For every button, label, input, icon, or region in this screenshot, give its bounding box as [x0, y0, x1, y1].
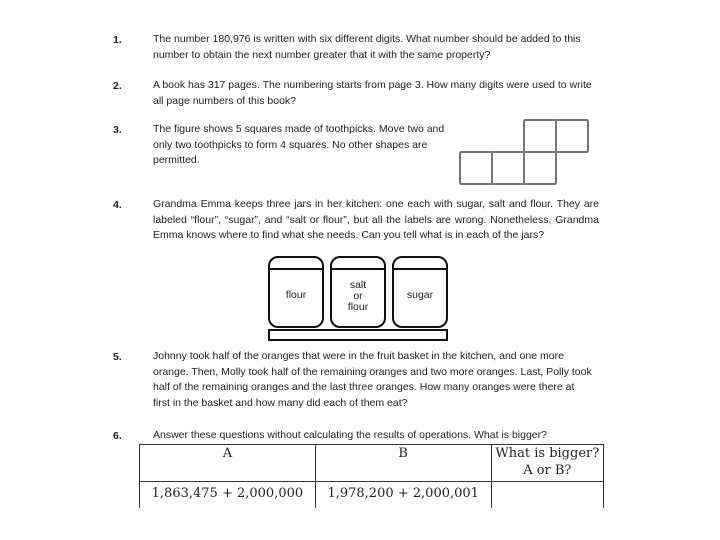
header-bigger: What is bigger? A or B?	[491, 445, 603, 482]
jar-label-line: salt	[349, 279, 367, 291]
table-header-row	[140, 445, 604, 482]
jar-label-line: flour	[347, 301, 369, 313]
jar-label	[332, 280, 384, 313]
question-text: Johnny took half of the oranges that were in the fruit basket in the kitchen, and one more orange. Then, Molly took half of the remaining oranges and two more oranges. Last, Polly took half of the remaining oranges and the last three oranges. How many oranges were there at first in the basket and how many did each of them eat?	[153, 350, 592, 409]
jar-label: sugar	[406, 289, 434, 301]
square	[523, 119, 557, 153]
jar-flour	[268, 256, 324, 328]
question-number: 1.	[113, 34, 122, 46]
jar-sugar	[392, 256, 448, 328]
question-text: Answer these questions without calculating the results of operations. What is bigger?	[153, 429, 547, 441]
question-text: Grandma Emma keeps three jars in her kitchen: one each with sugar, salt and flour. They are labeled “flour”, “sugar”, and “salt or flour”, but all the labels are wrong. Nonetheless, Grandma Emma knows where to find what she needs. Can you tell what is in each of the jars?	[153, 198, 599, 242]
question-text: A book has 317 pages. The numbering starts from page 3. How many digits were used to write all page numbers of this book?	[153, 79, 592, 107]
header-b: B	[315, 445, 491, 482]
cell-a: 1,863,475 + 2,000,000	[140, 482, 316, 509]
square	[459, 151, 493, 185]
square	[523, 151, 557, 185]
question-number: 3.	[113, 124, 122, 136]
question-text: The figure shows 5 squares made of toothpicks. Move two and only two toothpicks to form 4 squares. No other shapes are permitted.	[153, 123, 445, 167]
shelf	[268, 329, 448, 341]
jar-lid	[270, 268, 322, 270]
jar-label-line: or	[353, 290, 363, 302]
jar-lid	[332, 268, 384, 270]
square	[555, 119, 589, 153]
question-number: 4.	[113, 199, 122, 211]
question-text: The number 180,976 is written with six different digits. What number should be added to this number to obtain the next number greater that it with the same property?	[153, 33, 581, 61]
jar-salt-or-flour	[330, 256, 386, 328]
header-a: A	[140, 445, 316, 482]
table-row	[140, 482, 604, 509]
answer-cell[interactable]	[491, 482, 603, 509]
square	[491, 151, 525, 185]
jar-lid	[394, 268, 446, 270]
cell-b: 1,978,200 + 2,000,001	[315, 482, 491, 509]
question-number: 5.	[113, 351, 122, 363]
question-number: 6.	[113, 430, 122, 442]
question-number: 2.	[113, 80, 122, 92]
comparison-table	[139, 444, 604, 508]
jar-label: flour	[285, 289, 307, 301]
